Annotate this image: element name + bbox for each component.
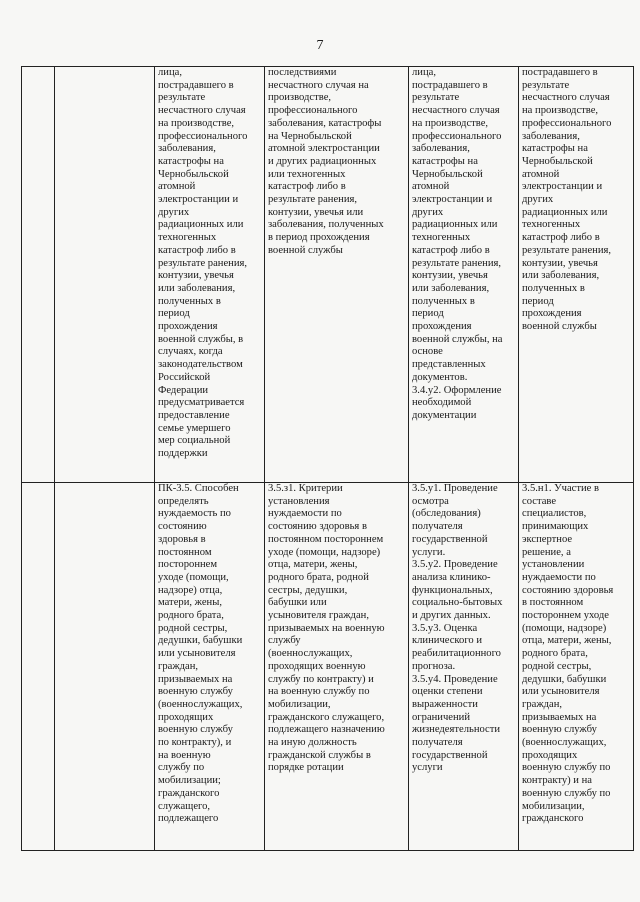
group-cell xyxy=(55,67,155,483)
experience-text: пострадавшего в результате несчастного случая на производстве, профессионального заболевания, катастрофы на Чернобыльской атомной электростанции и других радиационных или техногенных катастроф либо в результате ранения, контузии, увечья или заболевания, полученных в период прохождения военной службы xyxy=(522,67,612,333)
competence-text: ПК-3.5. Способен определять нуждаемость по состоянию здоровья в постоянном постороннем уходе (помощи, надзоре) отца, матери, жены, родного брата, родной сестры, дедушки, бабушки или усыновителя граждан, призываемых на военную службу (военнослужащих, проходящих военную службу по контракту), и на военную службу по мобилизации; гражданского служащего, подлежащего xyxy=(158,483,243,825)
index-cell xyxy=(22,483,55,851)
skill-text: 3.5.у1. Проведение осмотра (обследования) получателя государственной услуги. 3.5.у2. Проведение анализа клинико- функциональных, социально-бытовых и других данных. 3.5.у3. Оценка клинического и реабилитационного прогноза. 3.5.у4. Проведение оценки степени выраженности ограничений жизнедеятельности получателя государственной услуги xyxy=(412,483,503,774)
page-number: 7 xyxy=(316,38,324,53)
knowledge-cell xyxy=(265,67,409,483)
competence-cell xyxy=(155,483,265,851)
experience-cell xyxy=(519,483,634,851)
experience-cell xyxy=(519,67,634,483)
index-cell xyxy=(22,67,55,483)
knowledge-text: 3.5.з1. Критерии установления нуждаемости по состоянию здоровья в постоянном постороннем уходе (помощи, надзоре) отца, матери, жены, родного брата, родной сестры, дедушки, бабушки или усыновителя граждан, призываемых на военную службу (военнослужащих, проходящих военную службу по контракту) и на военную службу по мобилизации, гражданского служащего, подлежащего назначению на иную должность гражданской службы в порядке ротации xyxy=(268,483,385,774)
skill-text: лица, пострадавшего в результате несчастного случая на производстве, профессионального заболевания, катастрофы на Чернобыльской атомной электростанции и других радиационных или техногенных катастроф либо в результате ранения, контузии, увечья или заболевания, полученных в период прохождения военной службы, на основе представленных документов. 3.4.у2. Оформление необходимой документации xyxy=(412,67,503,421)
group-cell xyxy=(55,483,155,851)
experience-text: 3.5.н1. Участие в составе специалистов, принимающих экспертное решение, а установлении нуждаемости по состоянию здоровья в постоянном постороннем уходе (помощи, надзоре) отца, матери, жены, родного брата, родной сестры, дедушки, бабушки или усыновителя граждан, призываемых на военную службу (военнослужащих, проходящих военную службу по контракту) и на военную службу по мобилизации, гражданского xyxy=(522,483,614,825)
skill-cell xyxy=(409,67,519,483)
competence-table xyxy=(21,66,634,851)
knowledge-cell xyxy=(265,483,409,851)
table-row xyxy=(22,483,634,851)
knowledge-text: последствиями несчастного случая на производстве, профессионального заболевания, катастрофы на Чернобыльской атомной электростанции и других радиационных или техногенных катастроф либо в результате ранения, контузии, увечья или заболевания, полученных в период прохождения военной службы xyxy=(268,67,384,256)
table-row xyxy=(22,67,634,483)
competence-cell xyxy=(155,67,265,483)
competence-text: лица, пострадавшего в результате несчастного случая на производстве, профессионального заболевания, катастрофы на Чернобыльской атомной электростанции и других радиационных или техногенных катастроф либо в результате ранения, контузии, увечья или заболевания, полученных в период прохождения военной службы, в случаях, когда законодательством Российской Федерации предусматривается предоставление семье умершего мер социальной поддержки xyxy=(158,67,248,460)
skill-cell xyxy=(409,483,519,851)
